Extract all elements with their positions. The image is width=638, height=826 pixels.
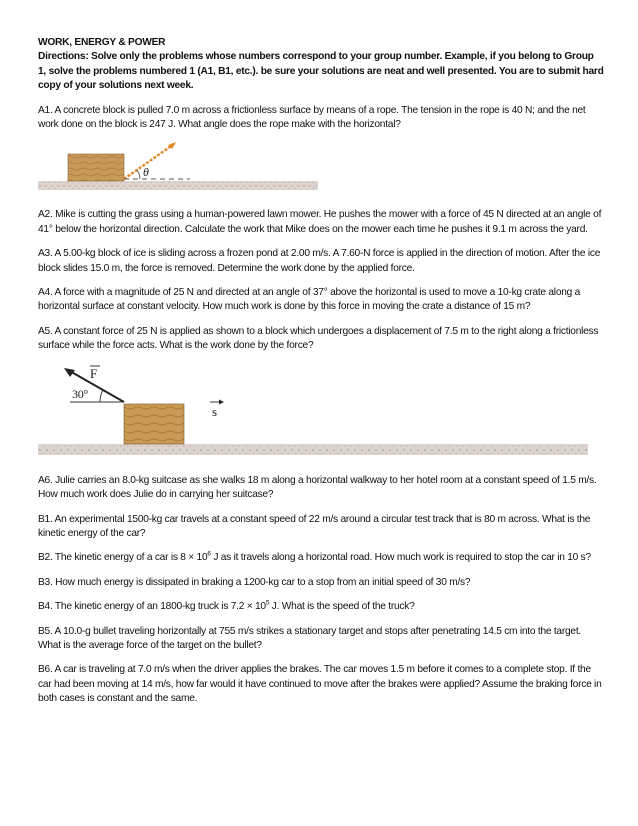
problem-a3: A3. A 5.00-kg block of ice is sliding across a frozen pond at 2.00 m/s. A 7.60-N force is applied in the direction of motion. After the ice block slides 15.0 m, the force is removed. Determine the work done by the applied force. — [38, 248, 601, 274]
block — [124, 404, 184, 444]
problem-a1: A1. A concrete block is pulled 7.0 m across a frictionless surface by means of a rope. The tension in the rope is 40 N; and the net work done on the block is 247 J. What angle does the rope make with the horizontal? — [38, 104, 586, 131]
problem-b5: B5. A 10.0-g bullet traveling horizontally at 755 m/s strikes a stationary target and stops after penetrating 14.5 cm into the target. What is the average force of the target on the bullet? — [38, 625, 581, 651]
ground-surface — [38, 444, 588, 455]
worksheet-title: WORK, ENERGY & POWER — [38, 37, 166, 48]
problem-a4: A4. A force with a magnitude of 25 N and directed at an angle of 37° above the horizontal is used to move a 10-kg crate along a horizontal surface at constant velocity. How much work is done by this force in moving the crate a distance of 15 m? — [38, 287, 581, 313]
problem-b4: B4. The kinetic energy of an 1800-kg truck is $7.2 \times 10^5$ J. What is the speed of the truck? — [38, 599, 415, 613]
problem-b6: B6. A car is traveling at 7.0 m/s when the driver applies the brakes. The car moves 1.5 m before it comes to a complete stop. If the car had been moving at 14 m/s, how far would it have continued to move after the brakes were applied? Assume the braking force in both cases is constant and the same. — [38, 664, 602, 705]
problem-a6: A6. Julie carries an 8.0-kg suitcase as she walks 18 m along a horizontal walkway to her hotel room at a constant speed of 1.5 m/s. How much work does Julie do in carrying her suitcase? — [38, 474, 597, 501]
figure-a1-block-rope — [38, 142, 604, 196]
problem-b1: B1. An experimental 1500-kg car travels at a constant speed of 22 m/s around a circular test track that is 80 m across. What is the kinetic energy of the car? — [38, 513, 591, 539]
rope-line — [124, 144, 174, 179]
angle-label: 30° — [72, 386, 89, 401]
problem-b3: B3. How much energy is dissipated in braking a 1200-kg car to a stop from an initial speed of 30 m/s? — [38, 576, 471, 588]
directions-text: Directions: Solve only the problems whose numbers correspond to your group number. Example, if you belong to Group 1, solve the problems numbered 1 (A1, B1, etc.). be sure your solutions are neat and well presented. You are to submit hard copy of your solutions next week. — [38, 51, 604, 92]
problem-a5: A5. A constant force of 25 N is applied as shown to a block which undergoes a displacement of 7.5 m to the right along a frictionless surface while the force acts. What is the work done by the force? — [38, 325, 599, 352]
displacement-label: s — [212, 403, 217, 419]
problem-a2: A2. Mike is cutting the grass using a human-powered lawn mower. He pushes the mower with a force of 45 N directed at an angle of 41° below the horizontal direction. Calculate the work that Mike does on the mower each time he pushes it 9.1 m across the yard. — [38, 209, 602, 235]
problem-b2: B2. The kinetic energy of a car is $8 \times 10^6$ J as it travels along a horizontal road. How much work is required to stop the car in 10 s? — [38, 550, 591, 564]
figure-a5-force-block — [38, 364, 604, 464]
angle-arc — [100, 390, 103, 402]
worksheet-page — [38, 36, 604, 717]
ground-surface — [38, 181, 318, 190]
angle-label: θ — [143, 165, 149, 180]
angle-arc — [137, 170, 140, 179]
concrete-block — [68, 154, 124, 181]
displacement-arrowhead — [219, 399, 224, 404]
force-label: F — [90, 365, 97, 381]
